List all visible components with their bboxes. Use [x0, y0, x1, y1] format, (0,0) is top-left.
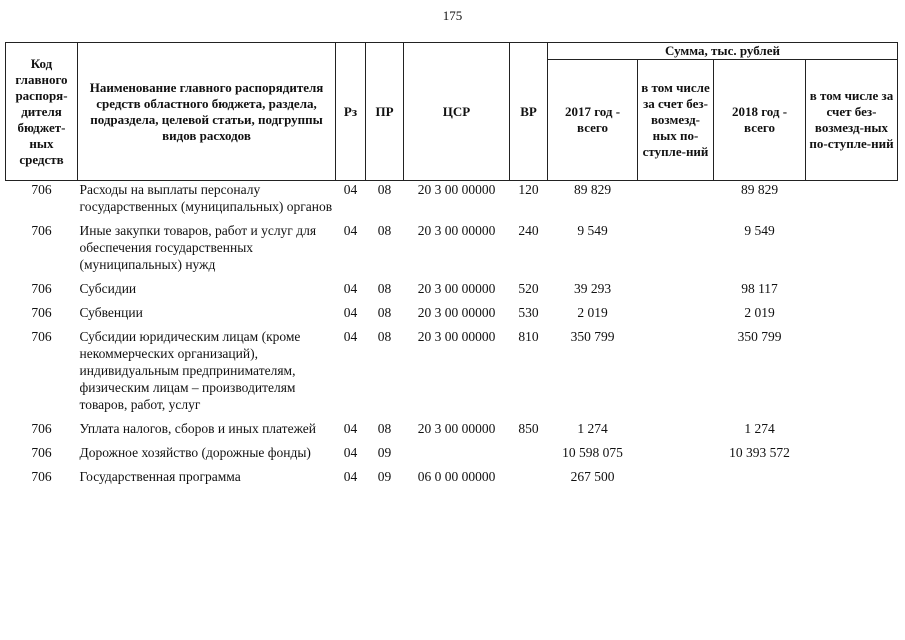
cell-free-2017	[638, 444, 714, 468]
cell-vr: 810	[518, 329, 539, 344]
cell-rz: 04	[343, 469, 358, 484]
cell-name: Субсидии юридическим лицам (кроме некоммерческих организаций), индивидуальным предпринимателям, физическим лицам – производителям товаров, работ, услуг	[79, 329, 301, 412]
cell-name: Дорожное хозяйство (дорожные фонды)	[79, 445, 311, 460]
cell-csr: 20 3 00 00000	[417, 329, 496, 344]
cell-vr: 120	[518, 182, 539, 197]
cell-pr: 09	[377, 445, 392, 460]
cell-code: 706	[31, 329, 52, 344]
cell-code: 706	[31, 182, 52, 197]
cell-name: Государственная программа	[79, 469, 241, 484]
header-rz: Рз	[336, 43, 366, 181]
cell-name: Уплата налогов, сборов и иных платежей	[79, 421, 316, 436]
cell-rz: 04	[343, 445, 358, 460]
cell-code: 706	[31, 445, 52, 460]
cell-free-2017	[638, 420, 714, 444]
table-row	[6, 328, 898, 420]
header-csr: ЦСР	[404, 43, 510, 181]
cell-sum-2018	[714, 468, 806, 492]
table-body	[6, 181, 898, 493]
cell-vr: 520	[518, 281, 539, 296]
cell-pr: 08	[377, 421, 392, 436]
cell-sum-2018: 350 799	[737, 329, 782, 344]
cell-sum-2017: 267 500	[570, 469, 615, 484]
cell-pr: 08	[377, 281, 392, 296]
cell-free-2018	[806, 468, 898, 492]
cell-name: Иные закупки товаров, работ и услуг для обеспечения государственных (муниципальных) нужд	[79, 223, 317, 272]
cell-sum-2018: 9 549	[744, 223, 775, 238]
table-row	[6, 468, 898, 492]
cell-free-2018	[806, 181, 898, 223]
cell-rz: 04	[343, 305, 358, 320]
header-vr: ВР	[510, 43, 548, 181]
cell-sum-2018: 2 019	[744, 305, 775, 320]
cell-code: 706	[31, 281, 52, 296]
cell-sum-2017: 39 293	[573, 281, 612, 296]
cell-vr	[510, 444, 548, 468]
cell-sum-2018: 1 274	[744, 421, 775, 436]
header-total-2017: 2017 год - всего	[548, 60, 638, 181]
cell-sum-2017: 1 274	[577, 421, 608, 436]
cell-name: Субвенции	[79, 305, 143, 320]
cell-pr: 08	[377, 329, 392, 344]
cell-code: 706	[31, 223, 52, 238]
cell-sum-2018: 98 117	[741, 281, 778, 296]
cell-vr: 530	[518, 305, 539, 320]
table-row	[6, 420, 898, 444]
cell-sum-2017: 9 549	[577, 223, 608, 238]
header-code: Код главного распоря-дителя бюджет-ных средств	[6, 43, 78, 181]
cell-free-2018	[806, 222, 898, 280]
cell-rz: 04	[343, 223, 358, 238]
cell-csr: 20 3 00 00000	[417, 305, 496, 320]
header-pr: ПР	[366, 43, 404, 181]
cell-free-2018	[806, 328, 898, 420]
header-name: Наименование главного распорядителя средств областного бюджета, раздела, подраздела, целевой статьи, подгруппы видов расходов	[78, 43, 336, 181]
cell-rz: 04	[343, 421, 358, 436]
table-row	[6, 280, 898, 304]
cell-sum-2018: 10 393 572	[729, 445, 790, 460]
cell-free-2017	[638, 222, 714, 280]
cell-rz: 04	[343, 182, 358, 197]
header-free-2017: в том числе за счет без-возмезд-ных по-ступле-ний	[638, 60, 714, 181]
cell-rz: 04	[343, 329, 358, 344]
table-row	[6, 304, 898, 328]
cell-free-2017	[638, 328, 714, 420]
table-row	[6, 181, 898, 223]
table-row	[6, 444, 898, 468]
cell-free-2017	[638, 181, 714, 223]
cell-free-2018	[806, 304, 898, 328]
cell-csr: 06 0 00 00000	[417, 469, 496, 484]
cell-name: Расходы на выплаты персоналу государственных (муниципальных) органов	[79, 182, 333, 214]
cell-free-2017	[638, 468, 714, 492]
cell-pr: 08	[377, 182, 392, 197]
cell-csr	[404, 444, 510, 468]
cell-csr: 20 3 00 00000	[417, 421, 496, 436]
cell-free-2018	[806, 444, 898, 468]
cell-sum-2017: 89 829	[573, 182, 612, 197]
cell-pr: 08	[377, 223, 392, 238]
cell-csr: 20 3 00 00000	[417, 182, 496, 197]
page-number: 175	[442, 8, 463, 23]
cell-sum-2017: 350 799	[570, 329, 615, 344]
cell-free-2017	[638, 280, 714, 304]
cell-csr: 20 3 00 00000	[417, 281, 496, 296]
header-sum: Сумма, тыс. рублей	[548, 43, 898, 60]
cell-code: 706	[31, 305, 52, 320]
header-total-2018: 2018 год - всего	[714, 60, 806, 181]
cell-code: 706	[31, 421, 52, 436]
cell-code: 706	[31, 469, 52, 484]
cell-rz: 04	[343, 281, 358, 296]
cell-name: Субсидии	[79, 281, 137, 296]
cell-free-2018	[806, 420, 898, 444]
cell-csr: 20 3 00 00000	[417, 223, 496, 238]
budget-table	[5, 42, 898, 492]
cell-pr: 09	[377, 469, 392, 484]
cell-free-2018	[806, 280, 898, 304]
cell-free-2017	[638, 304, 714, 328]
cell-sum-2017: 10 598 075	[562, 445, 623, 460]
cell-pr: 08	[377, 305, 392, 320]
cell-vr: 850	[518, 421, 539, 436]
cell-vr: 240	[518, 223, 539, 238]
cell-sum-2018: 89 829	[740, 182, 779, 197]
table-row	[6, 222, 898, 280]
cell-vr	[510, 468, 548, 492]
header-free-2018: в том числе за счет без-возмезд-ных по-ступле-ний	[806, 60, 898, 181]
cell-sum-2017: 2 019	[577, 305, 608, 320]
